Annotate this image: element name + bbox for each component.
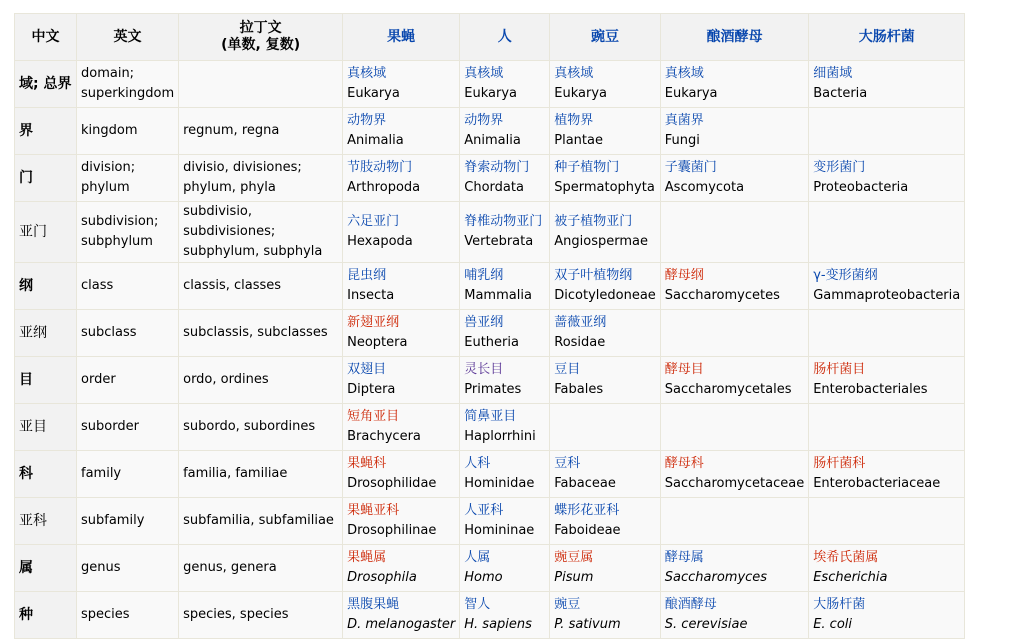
table-row [15, 108, 965, 155]
taxon-link[interactable]: 六足亚门 [347, 214, 400, 229]
table-row [15, 310, 965, 357]
organism-cell-e-coli [809, 263, 965, 310]
taxon-latin-name: Angiospermae [554, 234, 648, 249]
taxon-latin-name: Fabaceae [554, 476, 616, 491]
organism-cell-pea [550, 357, 661, 404]
taxon-latin-name: Dicotyledoneae [554, 288, 656, 303]
taxon-latin-name: Proteobacteria [813, 180, 909, 195]
latin-cell: ordo, ordines [179, 357, 343, 404]
latin-cell: species, species [179, 592, 343, 639]
rank-cell: 域; 总界 [15, 61, 77, 108]
organism-cell-e-coli [809, 498, 965, 545]
taxon-latin-name: Eukarya [554, 86, 607, 101]
table-row [15, 61, 965, 108]
taxon-link[interactable]: 脊索动物门 [464, 160, 530, 175]
organism-cell-human [460, 202, 550, 263]
taxon-link[interactable]: 豆科 [554, 456, 581, 471]
english-cell: division; phylum [77, 155, 179, 202]
organism-cell-pea [550, 451, 661, 498]
english-cell: subfamily [77, 498, 179, 545]
rank-cell: 种 [15, 592, 77, 639]
organism-cell-pea [550, 108, 661, 155]
rank-cell: 科 [15, 451, 77, 498]
taxon-latin-name: E. coli [813, 617, 853, 632]
taxon-latin-name: Mammalia [464, 288, 532, 303]
english-cell: species [77, 592, 179, 639]
organism-cell-yeast [660, 202, 808, 263]
organism-cell-fruit-fly [343, 108, 460, 155]
taxon-latin-name: Primates [464, 382, 522, 397]
organism-cell-e-coli [809, 545, 965, 592]
organism-cell-fruit-fly [343, 498, 460, 545]
table-row [15, 202, 965, 263]
taxon-latin-name: Drosophilidae [347, 476, 437, 491]
taxon-link[interactable]: 豆目 [554, 362, 581, 377]
taxon-latin-name: Escherichia [813, 570, 888, 585]
taxon-link[interactable]: 昆虫纲 [347, 268, 387, 283]
organism-cell-yeast [660, 357, 808, 404]
taxon-link[interactable]: 细菌域 [813, 66, 853, 81]
header-human[interactable]: 人 [460, 14, 550, 61]
organism-cell-yeast [660, 451, 808, 498]
taxon-latin-name: Spermatophyta [554, 180, 655, 195]
taxon-link[interactable]: 果蝇科 [347, 456, 387, 471]
rank-cell: 亚纲 [15, 310, 77, 357]
header-e-coli[interactable]: 大肠杆菌 [809, 14, 965, 61]
organism-cell-human [460, 592, 550, 639]
table-row [15, 404, 965, 451]
taxon-link[interactable]: 埃希氏菌属 [813, 550, 879, 565]
organism-cell-pea [550, 545, 661, 592]
rank-cell: 亚科 [15, 498, 77, 545]
organism-cell-fruit-fly [343, 202, 460, 263]
taxon-link[interactable]: 酿酒酵母 [664, 597, 717, 612]
organism-cell-fruit-fly [343, 545, 460, 592]
taxon-latin-name: Enterobacteriaceae [813, 476, 941, 491]
taxon-link[interactable]: 肠杆菌科 [813, 456, 866, 471]
taxon-link[interactable]: 子囊菌门 [664, 160, 717, 175]
organism-cell-fruit-fly [343, 263, 460, 310]
taxon-latin-name: Haplorrhini [464, 429, 536, 444]
taxon-link[interactable]: 新翅亚纲 [347, 315, 400, 330]
taxon-link[interactable]: 豌豆属 [554, 550, 594, 565]
taxon-latin-name: Vertebrata [464, 234, 534, 249]
english-cell: suborder [77, 404, 179, 451]
organism-cell-yeast [660, 310, 808, 357]
header-english: 英文 [77, 14, 179, 61]
taxon-latin-name: Pisum [554, 570, 594, 585]
organism-cell-human [460, 310, 550, 357]
latin-cell: regnum, regna [179, 108, 343, 155]
organism-cell-pea [550, 202, 661, 263]
taxon-latin-name: Faboideae [554, 523, 621, 538]
taxon-latin-name: Saccharomyces [664, 570, 768, 585]
organism-cell-e-coli [809, 108, 965, 155]
organism-cell-human [460, 155, 550, 202]
latin-cell: genus, genera [179, 545, 343, 592]
taxon-latin-name: Animalia [464, 133, 521, 148]
taxon-link[interactable]: 植物界 [554, 113, 594, 128]
english-cell: subdivision; subphylum [77, 202, 179, 263]
table-row [15, 498, 965, 545]
header-row [15, 14, 965, 61]
rank-cell: 界 [15, 108, 77, 155]
organism-cell-human [460, 357, 550, 404]
table-row [15, 155, 965, 202]
organism-cell-e-coli [809, 357, 965, 404]
english-cell: domain; superkingdom [77, 61, 179, 108]
header-yeast[interactable]: 酿酒酵母 [660, 14, 808, 61]
organism-cell-fruit-fly [343, 155, 460, 202]
organism-cell-human [460, 545, 550, 592]
taxon-latin-name: Saccharomycetaceae [664, 476, 805, 491]
table-row [15, 263, 965, 310]
organism-cell-yeast [660, 263, 808, 310]
taxon-link[interactable]: 变形菌门 [813, 160, 866, 175]
organism-cell-yeast [660, 592, 808, 639]
taxon-latin-name: Animalia [347, 133, 404, 148]
english-cell: class [77, 263, 179, 310]
taxon-link[interactable]: 双翅目 [347, 362, 387, 377]
header-pea[interactable]: 豌豆 [550, 14, 661, 61]
taxon-link[interactable]: 酵母科 [664, 456, 704, 471]
organism-cell-e-coli [809, 61, 965, 108]
organism-cell-e-coli [809, 202, 965, 263]
taxon-link[interactable]: 果蝇属 [347, 550, 387, 565]
organism-cell-fruit-fly [343, 357, 460, 404]
organism-cell-fruit-fly [343, 592, 460, 639]
taxon-link[interactable]: 酵母纲 [664, 268, 704, 283]
organism-cell-fruit-fly [343, 310, 460, 357]
taxon-link[interactable]: γ-变形菌纲 [813, 268, 878, 283]
table-row [15, 592, 965, 639]
taxon-latin-name: Homo [464, 570, 503, 585]
taxon-link[interactable]: 灵长目 [464, 362, 504, 377]
organism-cell-e-coli [809, 451, 965, 498]
taxon-link[interactable]: 智人 [464, 597, 491, 612]
taxon-latin-name: Neoptera [347, 335, 408, 350]
taxon-link[interactable]: 种子植物门 [554, 160, 620, 175]
organism-cell-fruit-fly [343, 404, 460, 451]
organism-cell-yeast [660, 61, 808, 108]
taxon-latin-name: Rosidae [554, 335, 606, 350]
taxon-link[interactable]: 被子植物亚门 [554, 214, 633, 229]
taxon-link[interactable]: 动物界 [347, 113, 387, 128]
taxon-link[interactable]: 果蝇亚科 [347, 503, 400, 518]
latin-cell [179, 61, 343, 108]
taxon-latin-name: D. melanogaster [347, 617, 456, 632]
latin-cell: subordo, subordines [179, 404, 343, 451]
taxon-link[interactable]: 豌豆 [554, 597, 581, 612]
rank-cell: 纲 [15, 263, 77, 310]
organism-cell-fruit-fly [343, 451, 460, 498]
table-row [15, 545, 965, 592]
taxon-latin-name: Eukarya [464, 86, 517, 101]
taxon-latin-name: Eutheria [464, 335, 519, 350]
taxon-latin-name: Fabales [554, 382, 604, 397]
organism-cell-human [460, 108, 550, 155]
organism-cell-pea [550, 310, 661, 357]
taxon-link[interactable]: 酵母属 [664, 550, 704, 565]
taxon-link[interactable]: 人属 [464, 550, 491, 565]
taxon-link[interactable]: 黑腹果蝇 [347, 597, 400, 612]
organism-cell-human [460, 263, 550, 310]
organism-cell-yeast [660, 498, 808, 545]
taxon-latin-name: Ascomycota [664, 180, 745, 195]
english-cell: order [77, 357, 179, 404]
taxon-latin-name: Drosophilinae [347, 523, 437, 538]
taxon-link[interactable]: 人亚科 [464, 503, 504, 518]
latin-cell: classis, classes [179, 263, 343, 310]
taxonomy-table [14, 13, 965, 639]
organism-cell-yeast [660, 155, 808, 202]
organism-cell-pea [550, 263, 661, 310]
organism-cell-e-coli [809, 592, 965, 639]
taxon-link[interactable]: 真核域 [664, 66, 704, 81]
taxon-link[interactable]: 哺乳纲 [464, 268, 504, 283]
rank-cell: 亚门 [15, 202, 77, 263]
organism-cell-yeast [660, 108, 808, 155]
taxon-link[interactable]: 短角亚目 [347, 409, 400, 424]
rank-cell: 亚目 [15, 404, 77, 451]
taxon-latin-name: Arthropoda [347, 180, 421, 195]
taxon-link[interactable]: 脊椎动物亚门 [464, 214, 543, 229]
taxon-link[interactable]: 真菌界 [664, 113, 704, 128]
organism-cell-fruit-fly [343, 61, 460, 108]
organism-cell-pea [550, 498, 661, 545]
taxon-latin-name: P. sativum [554, 617, 621, 632]
taxon-latin-name: H. sapiens [464, 617, 532, 632]
taxon-latin-name: Eukarya [664, 86, 718, 101]
taxon-latin-name: Hexapoda [347, 234, 413, 249]
taxon-link[interactable]: 真核域 [554, 66, 594, 81]
organism-cell-human [460, 498, 550, 545]
organism-cell-pea [550, 61, 661, 108]
organism-cell-human [460, 404, 550, 451]
latin-cell: subfamilia, subfamiliae [179, 498, 343, 545]
taxon-latin-name: S. cerevisiae [664, 617, 748, 632]
taxon-link[interactable]: 双子叶植物纲 [554, 268, 633, 283]
table-row [15, 357, 965, 404]
latin-cell: familia, familiae [179, 451, 343, 498]
taxon-latin-name: Gammaproteobacteria [813, 288, 961, 303]
organism-cell-human [460, 451, 550, 498]
organism-cell-pea [550, 592, 661, 639]
taxon-latin-name: Bacteria [813, 86, 868, 101]
rank-cell: 目 [15, 357, 77, 404]
rank-cell: 属 [15, 545, 77, 592]
taxon-link[interactable]: 简鼻亚目 [464, 409, 517, 424]
organism-cell-pea [550, 404, 661, 451]
taxon-link[interactable]: 大肠杆菌 [813, 597, 866, 612]
latin-cell: subclassis, subclasses [179, 310, 343, 357]
english-cell: kingdom [77, 108, 179, 155]
taxon-latin-name: Enterobacteriales [813, 382, 928, 397]
latin-cell: subdivisio, subdivisiones; subphylum, subphyla [179, 202, 343, 263]
taxon-link[interactable]: 节肢动物门 [347, 160, 413, 175]
taxon-link[interactable]: 肠杆菌目 [813, 362, 866, 377]
taxon-link[interactable]: 真核域 [464, 66, 504, 81]
taxon-link[interactable]: 兽亚纲 [464, 315, 504, 330]
taxon-latin-name: Chordata [464, 180, 524, 195]
taxon-latin-name: Brachycera [347, 429, 421, 444]
english-cell: genus [77, 545, 179, 592]
taxon-latin-name: Plantae [554, 133, 603, 148]
taxon-latin-name: Insecta [347, 288, 395, 303]
table-row [15, 451, 965, 498]
taxon-latin-name: Eukarya [347, 86, 400, 101]
organism-cell-pea [550, 155, 661, 202]
taxon-latin-name: Drosophila [347, 570, 417, 585]
organism-cell-yeast [660, 545, 808, 592]
rank-cell: 门 [15, 155, 77, 202]
taxon-link[interactable]: 蔷薇亚纲 [554, 315, 607, 330]
taxon-link[interactable]: 真核域 [347, 66, 387, 81]
latin-cell: divisio, divisiones; phylum, phyla [179, 155, 343, 202]
header-fruit-fly[interactable]: 果蝇 [343, 14, 460, 61]
header-latin: 拉丁文 (单数, 复数) [179, 14, 343, 61]
english-cell: family [77, 451, 179, 498]
taxon-latin-name: Saccharomycetes [664, 288, 780, 303]
organism-cell-human [460, 61, 550, 108]
organism-cell-yeast [660, 404, 808, 451]
taxon-latin-name: Fungi [664, 133, 700, 148]
header-chinese: 中文 [15, 14, 77, 61]
taxon-link[interactable]: 动物界 [464, 113, 504, 128]
english-cell: subclass [77, 310, 179, 357]
organism-cell-e-coli [809, 404, 965, 451]
organism-cell-e-coli [809, 155, 965, 202]
organism-cell-e-coli [809, 310, 965, 357]
taxon-latin-name: Diptera [347, 382, 396, 397]
taxon-latin-name: Saccharomycetales [664, 382, 792, 397]
taxon-link[interactable]: 酵母目 [664, 362, 704, 377]
taxon-link[interactable]: 人科 [464, 456, 491, 471]
taxon-link[interactable]: 蝶形花亚科 [554, 503, 620, 518]
taxon-latin-name: Homininae [464, 523, 535, 538]
taxon-latin-name: Hominidae [464, 476, 535, 491]
